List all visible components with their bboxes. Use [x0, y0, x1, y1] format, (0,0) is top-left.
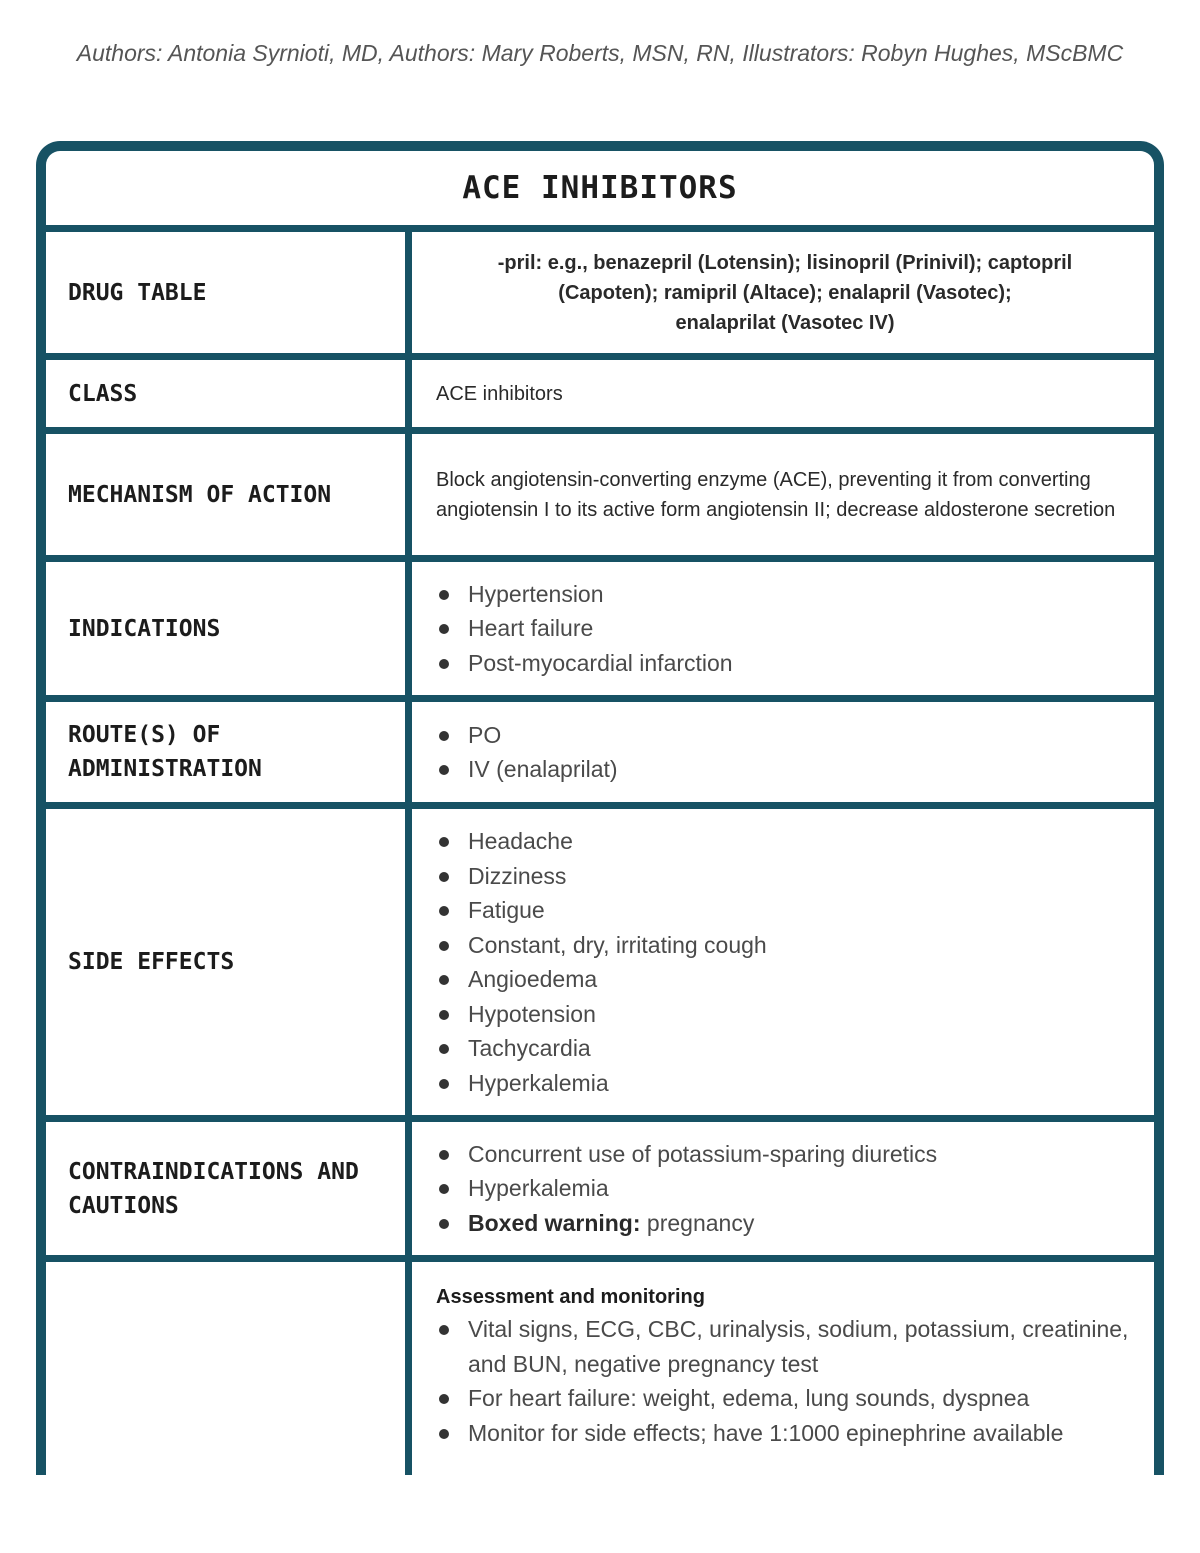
row-label-contraindications [46, 1122, 412, 1255]
row-label-routes [46, 702, 412, 802]
contraindications-value [412, 1122, 1154, 1255]
row-drug-table [46, 232, 1154, 360]
list-item: For heart failure: weight, edema, lung sounds, dyspnea [436, 1381, 1134, 1416]
drug-line: -pril: e.g., benazepril (Lotensin); lisinopril (Prinivil); captopril [497, 251, 1073, 274]
drug-table [36, 141, 1164, 1475]
list-item: Monitor for side effects; have 1:1000 epinephrine available [436, 1416, 1134, 1451]
drug-line: enalaprilat (Vasotec IV) [675, 311, 895, 334]
row-label-side-effects: SIDE EFFECTS [46, 809, 412, 1115]
list-item: Hyperkalemia [436, 1171, 1134, 1206]
list-item: Heart failure [436, 611, 1134, 646]
list-item: Fatigue [436, 893, 1134, 928]
list-item: PO [436, 718, 1134, 753]
list-item: Hypotension [436, 997, 1134, 1032]
class-value [412, 360, 1154, 427]
contraindications-list [436, 1137, 1134, 1241]
side-effects-list [436, 824, 1134, 1100]
row-contraindications [46, 1122, 1154, 1262]
table-title: ACE INHIBITORS [462, 170, 738, 206]
list-item: Hypertension [436, 577, 1134, 612]
row-label-drug-table: DRUG TABLE [46, 232, 412, 353]
row-side-effects [46, 809, 1154, 1122]
row-mechanism [46, 434, 1154, 562]
nursing-value [412, 1262, 1154, 1475]
row-label-mechanism: MECHANISM OF ACTION [46, 434, 412, 555]
assessment-subhead: Assessment and monitoring [436, 1286, 705, 1308]
assessment-list [436, 1312, 1134, 1450]
drug-examples [412, 232, 1154, 353]
row-routes [46, 702, 1154, 809]
row-label-class: CLASS [46, 360, 412, 427]
list-item: Headache [436, 824, 1134, 859]
list-item: Concurrent use of potassium-sparing diuretics [436, 1137, 1134, 1172]
list-item: Hyperkalemia [436, 1066, 1134, 1101]
list-item-boxed-warning [436, 1206, 1134, 1241]
list-item: IV (enalaprilat) [436, 752, 1134, 787]
class-text: ACE inhibitors [436, 382, 563, 405]
authors-line: Authors: Antonia Syrnioti, MD, Authors: Mary Roberts, MSN, RN, Illustrators: Robyn Hughes, MScBMC [76, 40, 1124, 66]
row-indications [46, 562, 1154, 702]
row-label-indications: INDICATIONS [46, 562, 412, 695]
mechanism-value [412, 434, 1154, 555]
routes-list [436, 718, 1134, 787]
row-label-nursing [46, 1262, 412, 1475]
list-item: Constant, dry, irritating cough [436, 928, 1134, 963]
list-item: Vital signs, ECG, CBC, urinalysis, sodium, potassium, creatinine, and BUN, negative pregnancy test [436, 1312, 1134, 1381]
label-line: CAUTIONS [68, 1192, 179, 1219]
list-item: Tachycardia [436, 1031, 1134, 1066]
indications-list [436, 577, 1134, 681]
boxed-warning-text: pregnancy [640, 1209, 755, 1236]
list-item: Post-myocardial infarction [436, 646, 1134, 681]
mechanism-text: Block angiotensin-converting enzyme (ACE), preventing it from converting angiotensin I to its active form angiotensin II; decrease aldosterone secretion [436, 468, 1116, 521]
label-line: CONTRAINDICATIONS AND [68, 1158, 359, 1185]
drug-line: (Capoten); ramipril (Altace); enalapril (Vasotec); [558, 281, 1012, 304]
row-nursing [46, 1262, 1154, 1475]
table-title-row [46, 151, 1154, 232]
boxed-warning-label: Boxed warning: [468, 1209, 641, 1236]
list-item: Dizziness [436, 859, 1134, 894]
indications-value [412, 562, 1154, 695]
row-class [46, 360, 1154, 434]
routes-value [412, 702, 1154, 802]
label-line: ADMINISTRATION [68, 756, 262, 782]
list-item: Angioedema [436, 962, 1134, 997]
label-line: ROUTE(S) OF [68, 722, 221, 748]
side-effects-value [412, 809, 1154, 1115]
